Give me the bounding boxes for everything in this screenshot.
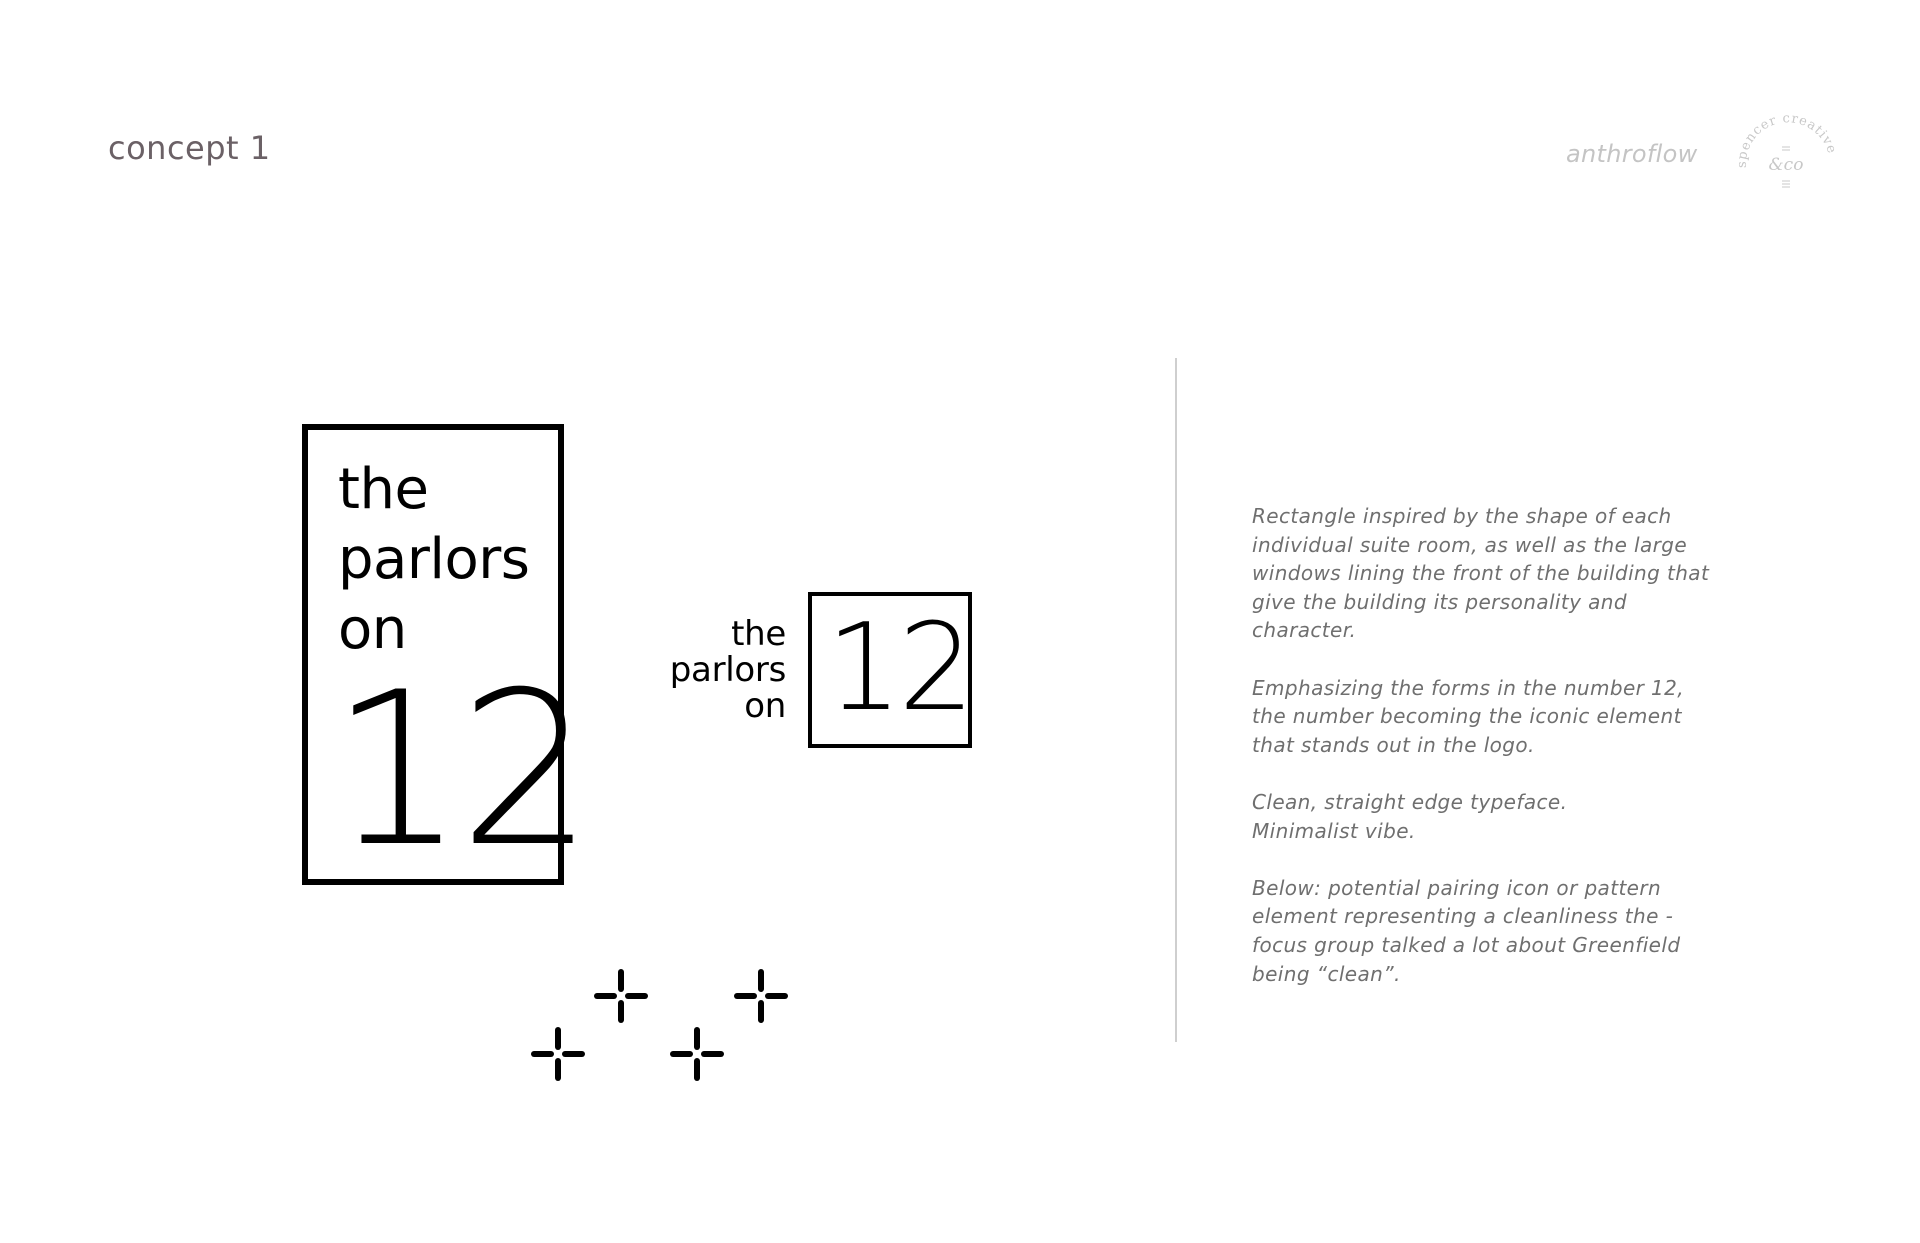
description-line: element representing a cleanliness the - [1252,904,1674,929]
seal-arc-text: spencer creative [1734,111,1840,169]
description-line: focus group talked a lot about Greenfield [1252,932,1681,957]
vertical-logo-number: 12 [330,646,588,893]
description-paragraph [1252,788,1752,845]
spencer-creative-seal [1732,110,1840,200]
description-line: windows lining the front of the building that [1252,561,1710,586]
horizontal-logo-number: 12 [826,599,971,738]
description-line: the number becoming the iconic element [1252,704,1682,729]
horizontal-logo-line-on: on [744,686,786,726]
page-title: concept 1 [108,129,271,167]
description-line: Rectangle inspired by the shape of each [1252,504,1672,528]
sparkle-cross-icon [733,968,789,1024]
description-line: Clean, straight edge typeface. [1252,789,1568,814]
description-paragraph [1252,874,1752,988]
anthroflow-logo: anthroflow [1566,140,1698,168]
vertical-divider [1175,358,1177,1042]
sparkle-cross-icon [669,1026,725,1082]
description-line: Emphasizing the forms in the number 12, [1252,675,1685,700]
vertical-logo-line-parlors: parlors [338,527,530,592]
description-paragraph [1252,502,1752,645]
vertical-logo-line-on: on [338,597,407,662]
horizontal-logo-line-the: the [731,614,786,654]
horizontal-logo-line-parlors: parlors [669,650,786,690]
description-line: character. [1252,618,1357,643]
description-line: that stands out in the logo. [1252,732,1535,757]
description-line: individual suite room, as well as the large [1252,532,1688,557]
description-line: give the building its personality and [1252,589,1627,614]
description-line: being “clean”. [1252,961,1401,986]
description-line: Minimalist vibe. [1252,818,1416,843]
sparkle-cross-icon [593,968,649,1024]
description-line: Below: potential pairing icon or pattern [1252,875,1662,900]
description-paragraph [1252,674,1752,760]
vertical-logo-line-the: the [338,457,429,522]
concept-description [1252,502,1752,1017]
seal-monogram: &co [1768,155,1804,175]
sparkle-cross-icon [530,1026,586,1082]
